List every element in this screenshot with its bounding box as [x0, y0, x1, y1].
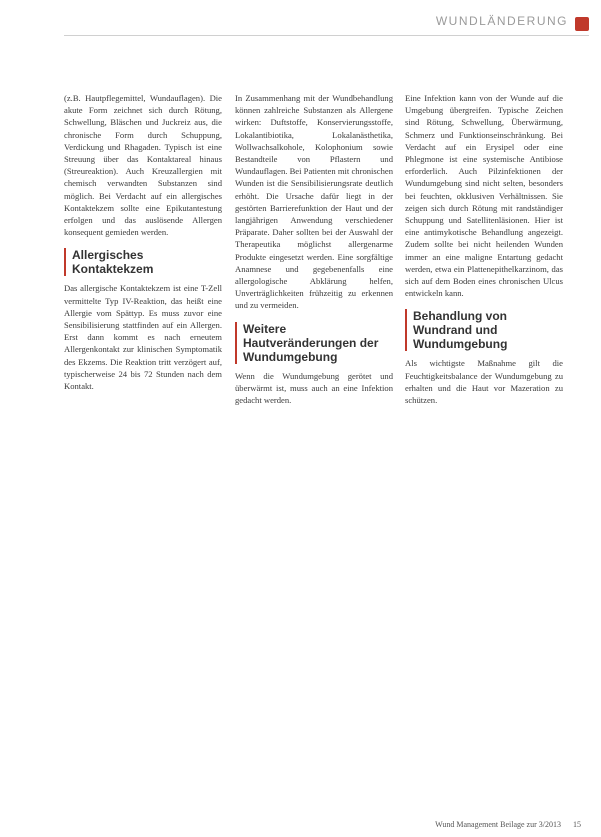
- paragraph: Eine Infektion kann von der Wunde auf die Umgebung übergreifen. Typische Zeichen sind Rötung, Schwellung, Überwärmung, Schmerz und Funktionseinschränkung. Bei Verdacht auf ein Erysipel oder eine Phlegmone ist eine systemische Antibiose erforderlich. Auch Pilzinfektionen der Wundumgebung sind nicht selten, besonders bei feuchten, okklusiven Verhältnissen. Sie zeigen sich durch Rötung mit randständiger Schuppung und Satellitenläsionen. Hier ist eine antimykotische Behandlung angezeigt. Zudem sollte bei nicht heilenden Wunden immer an eine maligne Entartung gedacht werden, etwa ein Plattenepithelkarzinom, das sich auf dem Boden eines chronischen Ulcus entwickeln kann.: [405, 93, 563, 299]
- paragraph: Als wichtigste Maßnahme gilt die Feuchtigkeitsbalance der Wundumgebung zu erhalten und die Haut vor Mazeration zu schützen.: [405, 358, 563, 406]
- paragraph: Das allergische Kontaktekzem ist eine T-Zell vermittelte Typ IV-Reaktion, das heißt eine Allergie vom Spättyp. Es muss zuvor eine Sensibilisierung stattfinden auf ein Allergen. Erst dann kommt es nach erneutem Allergenkontakt zur klinischen Symptomatik des Ekzems. Die Reaktion tritt verzögert auf, typischerweise 24 bis 72 Stunden nach dem Kontakt.: [64, 283, 222, 392]
- page-header: [0, 0, 601, 50]
- page-number: 15: [573, 820, 581, 829]
- paragraph: In Zusammenhang mit der Wundbehandlung können zahlreiche Substanzen als Allergene wirken: Duftstoffe, Konservierungsstoffe, Lokalantibiotika, Lokalanästhetika, Wollwachsalkohole, Kolophonium sowie Bestandteile von Pflastern und Wundauflagen. Bei Patienten mit chronischen Wunden ist die Sensibilisierungsrate deutlich erhöht. Die Ursache dafür liegt in der gestörten Barrierefunktion der Haut und der langjährigen Anwendung verschiedener Präparate. Daher sollten bei der Auswahl der Therapeutika möglichst allergenarme Produkte eingesetzt werden. Eine sorgfältige Anamnese und gegebenenfalls eine allergologische Abklärung helfen, Unverträglichkeiten frühzeitig zu erkennen und zu vermeiden.: [235, 93, 393, 311]
- page-footer: [435, 820, 581, 829]
- paragraph: (z.B. Hautpflegemittel, Wundauflagen). Die akute Form zeichnet sich durch Rötung, Schwellung, Bläschen und Juckreiz aus, die chronische Form durch Schuppung, Verdickung und Rhagaden. Typisch ist eine Streuung über das Kontaktareal hinaus (Streureaktion). Auch Kreuzallergien mit chemisch verwandten Substanzen sind möglich. Bei Verdacht auf ein allergisches Kontaktekzem sollte eine Epikutantestung erfolgen und das auslösende Allergen konsequent gemieden werden.: [64, 93, 222, 238]
- section-title: WUNDLÄNDERUNG: [435, 14, 568, 28]
- text-column-1: [64, 92, 222, 392]
- header-rule: [64, 35, 589, 36]
- section-marker-icon: [575, 17, 589, 31]
- paragraph: Wenn die Wundumgebung gerötet und überwärmt ist, muss auch an eine Infektion gedacht werden.: [235, 370, 393, 406]
- section-heading: Weitere Hautveränderungen der Wundumgebung: [235, 322, 393, 364]
- footer-source: Wund Management Beilage zur 3/2013: [435, 820, 561, 829]
- section-heading: Behandlung von Wundrand und Wundumgebung: [405, 309, 563, 351]
- text-column-3: [405, 92, 563, 406]
- section-heading: Allergisches Kontaktekzem: [64, 248, 222, 276]
- text-column-2: [235, 92, 393, 406]
